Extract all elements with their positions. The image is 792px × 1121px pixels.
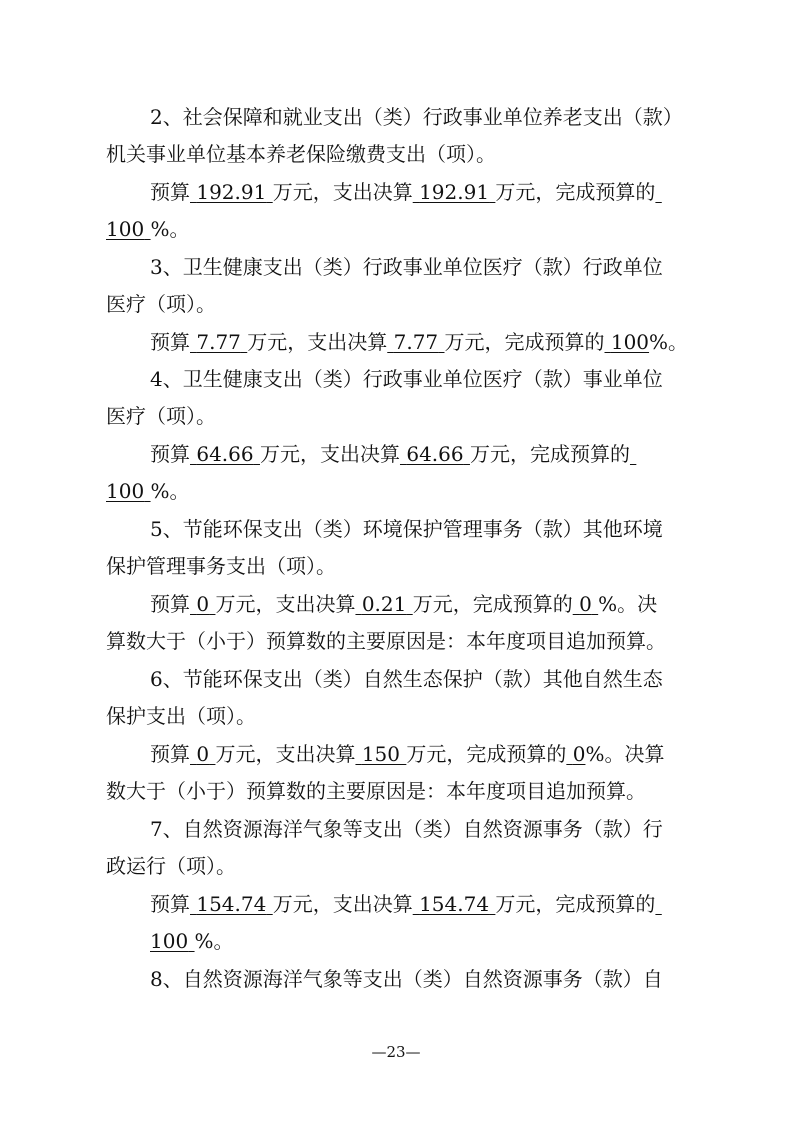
actual-value: 154.74 (419, 892, 490, 916)
budget-value: 7.77 (196, 330, 241, 354)
item-7-rate-line: 100 %。 (150, 929, 234, 953)
actual-value: 192.91 (419, 180, 490, 204)
budget-label: 预算 (150, 180, 190, 204)
item-6-title: 6、节能环保支出（类）自然生态保护（款）其他自然生态 (150, 667, 663, 691)
item-5-budget-line: 预算 0 万元，支出决算 0.21 万元，完成预算的 0 %。决 (150, 592, 658, 616)
actual-label: 万元，支出决算 (272, 180, 413, 204)
rate-value: 0 (572, 742, 586, 766)
item-6-title-cont: 保护支出（项）。 (106, 704, 256, 728)
actual-value: 7.77 (393, 330, 439, 354)
item-4-title: 4、卫生健康支出（类）行政事业单位医疗（款）事业单位 (150, 367, 663, 391)
item-2-title-cont: 机关事业单位基本养老保险缴费支出（项）。 (106, 142, 496, 166)
item-7-title: 7、自然资源海洋气象等支出（类）自然资源事务（款）行 (150, 817, 663, 841)
budget-value: 64.66 (196, 442, 254, 466)
item-7-budget-line: 预算 154.74 万元，支出决算 154.74 万元，完成预算的 (150, 892, 656, 916)
item-5-title: 5、节能环保支出（类）环境保护管理事务（款）其他环境 (150, 517, 663, 541)
item-5-reason: 算数大于（小于）预算数的主要原因是：本年度项目追加预算。 (106, 629, 666, 653)
item-8-title: 8、自然资源海洋气象等支出（类）自然资源事务（款）自 (150, 967, 663, 991)
actual-value: 0.21 (361, 592, 407, 616)
item-4-title-cont: 医疗（项）。 (106, 404, 216, 428)
rate-value: 0 (579, 592, 592, 616)
budget-value: 0 (196, 742, 210, 766)
item-2-rate-line: 100 %。 (106, 217, 190, 241)
actual-value: 150 (361, 742, 400, 766)
item-5-title-cont: 保护管理事务支出（项）。 (106, 554, 336, 578)
page-number: —23— (371, 1043, 421, 1061)
item-4-budget-line: 预算 64.66 万元，支出决算 64.66 万元，完成预算的 (150, 442, 630, 466)
item-2-title: 2、社会保障和就业支出（类）行政事业单位养老支出（款） (150, 105, 683, 129)
budget-value: 0 (196, 592, 210, 616)
item-3-title-cont: 医疗（项）。 (106, 292, 216, 316)
item-4-rate-line: 100 %。 (106, 479, 190, 503)
rate-value: 100 (106, 479, 145, 503)
budget-value: 154.74 (196, 892, 267, 916)
budget-value: 192.91 (196, 180, 267, 204)
item-6-reason: 数大于（小于）预算数的主要原因是：本年度项目追加预算。 (106, 779, 646, 803)
rate-value: 100 (106, 217, 145, 241)
actual-value: 64.66 (406, 442, 464, 466)
rate-value: 100 (610, 330, 650, 354)
item-2-budget-line (150, 179, 662, 205)
item-3-title: 3、卫生健康支出（类）行政事业单位医疗（款）行政单位 (150, 255, 663, 279)
item-7-title-cont: 政运行（项）。 (106, 854, 236, 878)
item-3-budget-line: 预算 7.77 万元，支出决算 7.77 万元，完成预算的 100%。 (150, 330, 689, 354)
rate-value: 100 (150, 929, 189, 953)
rate-label: 万元，完成预算的 (495, 180, 656, 204)
item-6-budget-line: 预算 0 万元，支出决算 150 万元，完成预算的 0%。决算 (150, 742, 665, 766)
